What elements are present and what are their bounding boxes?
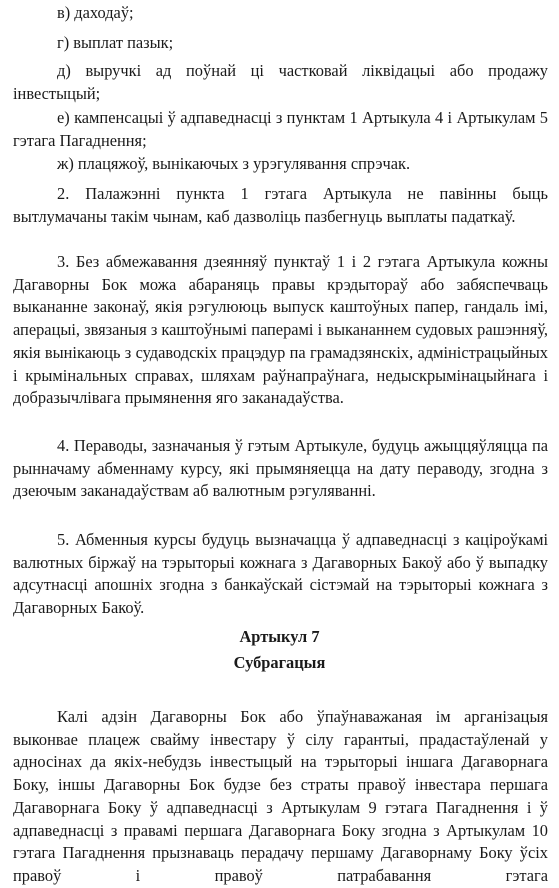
paragraph-2: 2. Палажэнні пункта 1 гэтага Артыкула не павінны быць вытлумачаны такім чынам, каб дазволіць пазбегнуць выплаты падаткаў.	[13, 184, 548, 226]
list-item-e: е) кампенсацыі ў адпаведнасці з пунктам 1 Артыкула 4 і Артыкулам 5 гэтага Пагаднення;	[13, 108, 548, 150]
list-item-zh: ж) плацяжоў, вынікаючых з урэгулявання спрэчак.	[57, 154, 411, 173]
paragraph-4: 4. Пераводы, зазначаныя ў гэтым Артыкуле, будуць ажыццяўляцца па рынначаму абменнаму курсу, які прымяняецца на дату пераводу, згодна з дзеючым заканадаўствам аб валютным рэгуляванні.	[13, 436, 548, 501]
paragraph-3: 3. Без абмежавання дзеянняў пунктаў 1 і 2 гэтага Артыкула кожны Дагаворны Бок можа абараняць правы крэдытораў або забяспечваць выкананне законаў, якія рэгулююць выпуск каштоўных папер, гандаль імі, аперацыі, звязаныя з каштоўнымі паперамі і выкананнем судовых рашэнняў, якія вынікаюць з судаводскіх працэдур па грамадзянскіх, адміністрацыйных і крымінальных справах, шляхам раўнапраўнага, недыскрымінацыйнага і добразычлівага прымянення яго заканадаўства.	[13, 252, 548, 408]
list-item-d: д) выручкі ад поўнай ці частковай ліквідацыі або продажу інвестыцый;	[13, 61, 548, 103]
paragraph-5: 5. Абменныя курсы будуць вызначацца ў адпаведнасці з каціроўкамі валютных біржаў на тэрыторыі кожнага з Дагаворных Бакоў або ў выпадку адсутнасці апошніх згодна з банкаўскай сістэмай на тэрыторыі кожнага з Дагаворных Бакоў.	[13, 530, 548, 618]
paragraph-subrogation: Калі адзін Дагаворны Бок або ўпаўнаважаная ім арганізацыя выконвае плацеж свайму інвестару ў сілу гарантыі, прадастаўленай у адносінах да якіх-небудзь інвестыцый на тэрыторыі іншага Дагаворнага Боку, іншы Дагаворны Бок будзе без страты правоў інвестара першага Дагаворнага Боку ў адпаведнасці з Артыкулам 9 гэтага Пагаднення і ў адпаведнасці з правамі першага Дагаворнага Боку згодна з Артыкулам 10 гэтага Пагаднення прызнаваць перадачу першаму Дагаворнаму Боку ўсіх правоў і правоў патрабавання гэтага	[13, 707, 548, 885]
article-number: Артыкул 7	[239, 627, 320, 646]
list-item-v: в) даходаў;	[57, 3, 134, 22]
article-title: Субрагацыя	[233, 653, 326, 672]
list-item-g: г) выплат пазык;	[57, 33, 174, 52]
